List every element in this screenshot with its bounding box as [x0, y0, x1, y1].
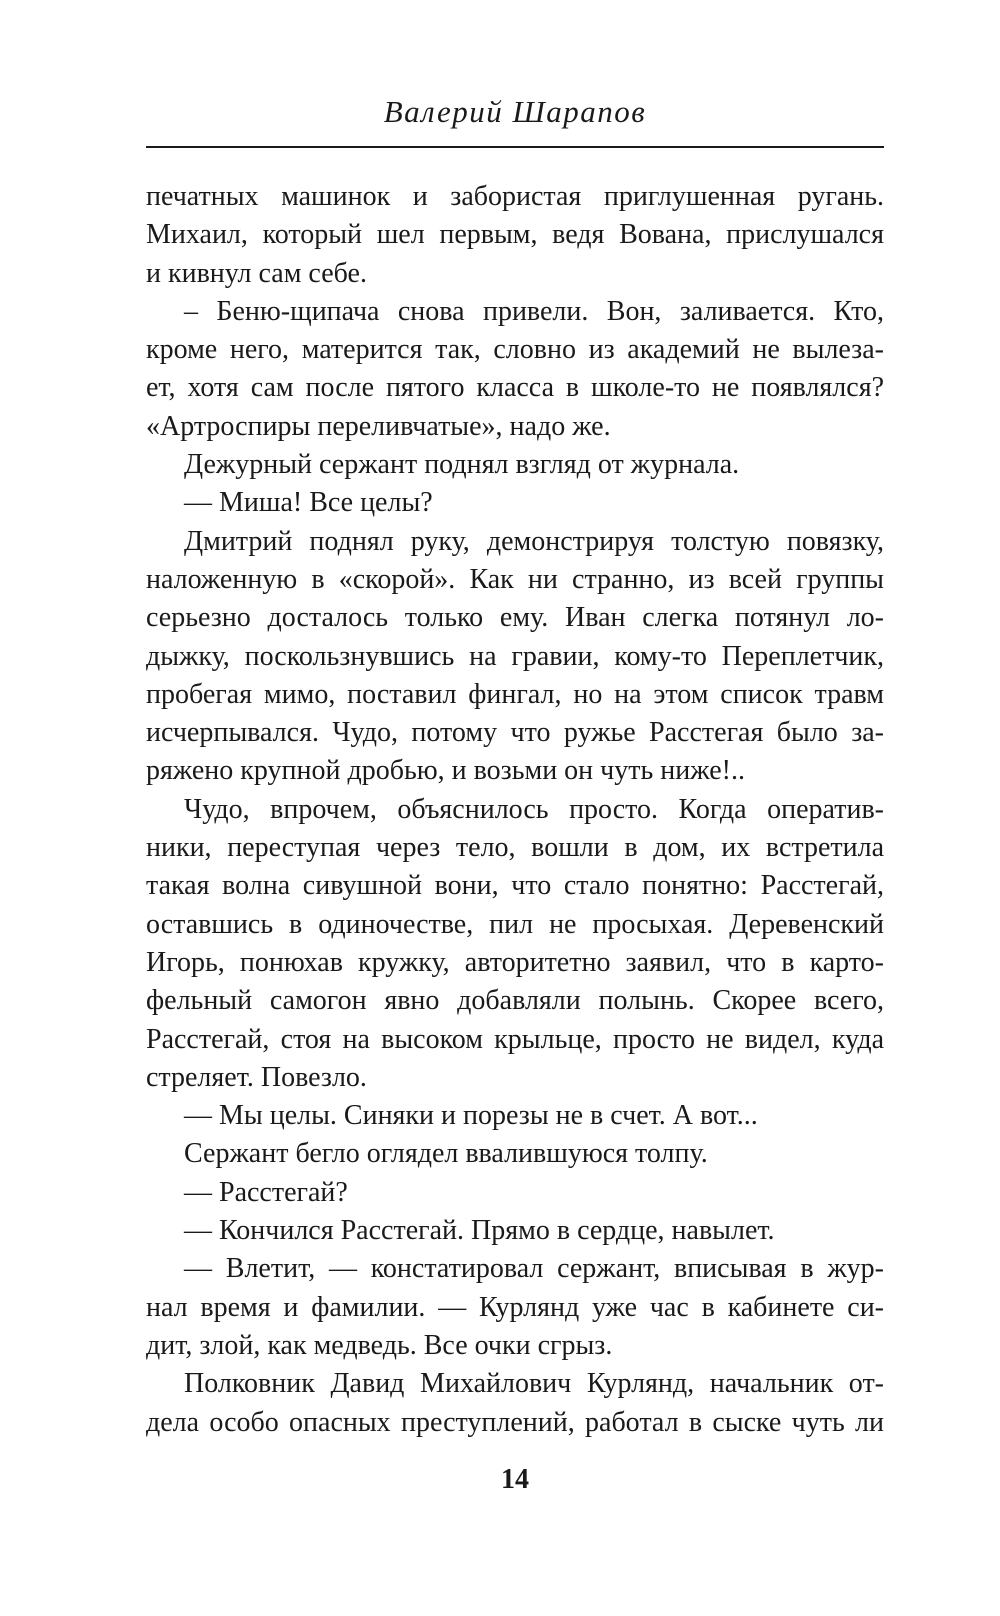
text-line: Дежурный сержант поднял взгляд от журнала. — [184, 449, 740, 481]
page-number: 14 — [501, 1464, 529, 1495]
text-line: — Мы целы. Синяки и порезы не в счет. А вот... — [184, 1100, 758, 1132]
text-line: такая волна сивушной вони, что стало понятно: Расстегай, — [146, 870, 884, 902]
text-line: Игорь, понюхав кружку, авторитетно заявил, что в карто- — [146, 946, 884, 978]
running-header: Валерий Шарапов — [383, 94, 647, 129]
text-line: пробегая мимо, поставил фингал, но на этом список травм — [146, 678, 884, 710]
text-line: фельный самогон явно добавляли полынь. Скорее всего, — [146, 985, 884, 1017]
text-line: кроме него, матерится так, словно из академий не вылеза- — [146, 334, 884, 366]
text-line: — Влетит, — констатировал сержант, вписывая в жур- — [184, 1253, 884, 1285]
text-line: стреляет. Повезло. — [146, 1061, 367, 1093]
text-line: Дмитрий поднял руку, демонстрируя толстую повязку, — [184, 525, 884, 557]
text-line: — Расстегай? — [184, 1176, 348, 1208]
text-line: — Кончился Расстегай. Прямо в сердце, навылет. — [184, 1215, 775, 1247]
text-line: Михаил, который шел первым, ведя Вована, прислушался — [146, 219, 884, 251]
text-line: и кивнул сам себе. — [146, 257, 367, 289]
text-line: нал время и фамилии. — Курлянд уже час в кабинете си- — [146, 1291, 884, 1323]
text-line: печатных машинок и забористая приглушенная ругань. — [146, 181, 884, 212]
text-line: ет, хотя сам после пятого класса в школе-то не появлялся? — [146, 372, 884, 404]
text-line: — Миша! Все целы? — [184, 487, 433, 519]
text-line: Полковник Давид Михайлович Курлянд, начальник от- — [184, 1368, 884, 1400]
text-line: Сержант бегло оглядел ввалившуюся толпу. — [184, 1138, 708, 1170]
text-line: оставшись в одиночестве, пил не просыхая. Деревенский — [146, 908, 884, 940]
text-line: исчерпывался. Чудо, потому что ружье Расстегая было за- — [146, 717, 884, 749]
text-line: – Беню-щипача снова привели. Вон, заливается. Кто, — [184, 295, 884, 327]
text-line: дит, злой, как медведь. Все очки сгрыз. — [146, 1329, 613, 1361]
text-line: Чудо, впрочем, объяснилось просто. Когда оператив- — [184, 793, 884, 825]
header-divider — [146, 146, 884, 148]
text-line: наложенную в «скорой». Как ни странно, из всей группы — [146, 563, 884, 595]
text-line: «Артроспиры переливчатые», надо же. — [146, 410, 611, 442]
text-line: серьезно досталось только ему. Иван слегка потянул ло- — [146, 602, 884, 634]
text-line: ники, переступая через тело, вошли в дом, их встретила — [146, 832, 884, 864]
text-line: Расстегай, стоя на высоком крыльце, просто не видел, куда — [146, 1023, 884, 1055]
text-line: дела особо опасных преступлений, работал в сыске чуть ли — [146, 1406, 884, 1438]
text-line: ряжено крупной дробью, и возьми он чуть ниже!.. — [146, 755, 745, 787]
text-line: дыжку, поскользнувшись на гравии, кому-то Переплетчик, — [146, 640, 884, 672]
page-body — [146, 178, 884, 1442]
